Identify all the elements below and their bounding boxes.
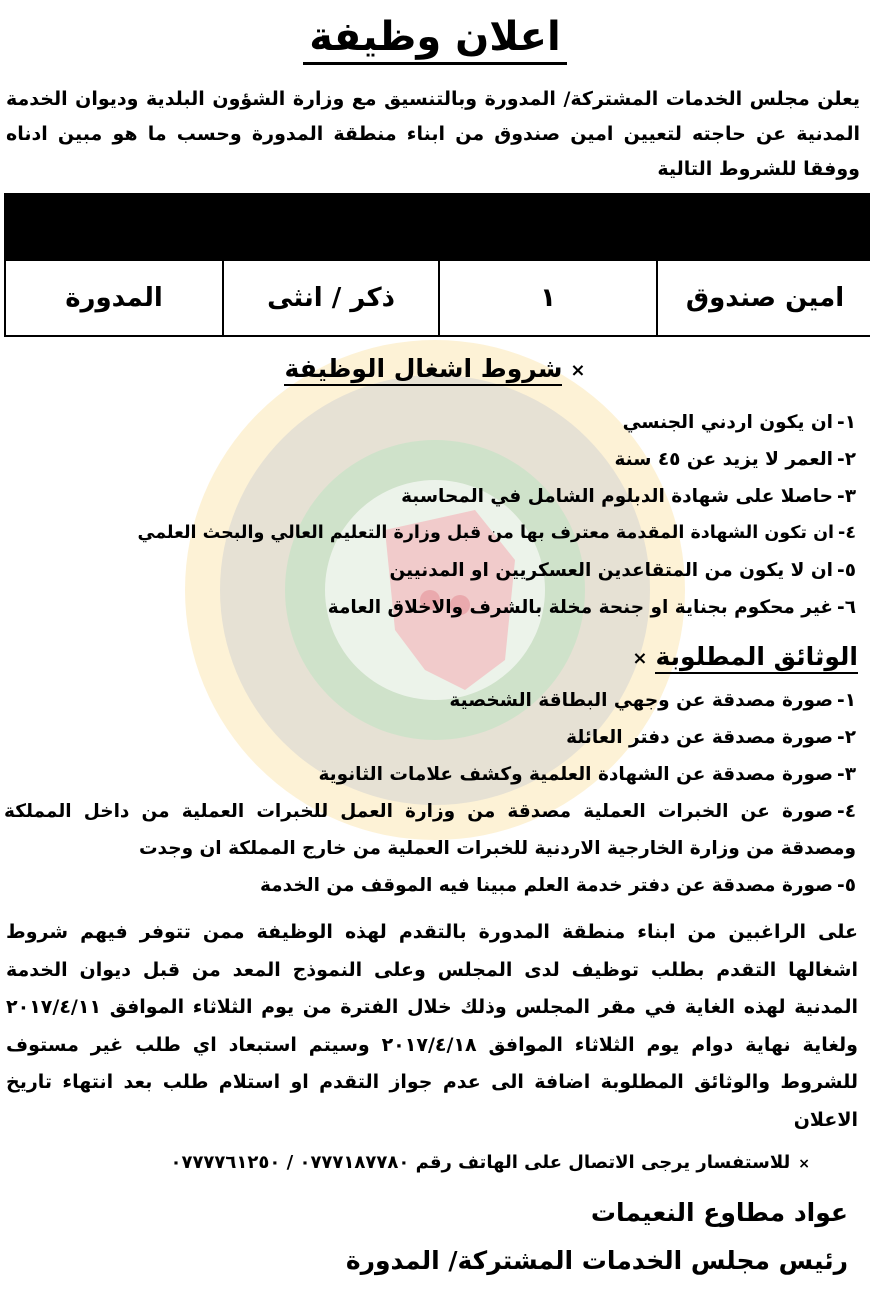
conditions-heading: ×شروط اشغال الوظيفة <box>0 354 870 383</box>
job-table <box>4 193 870 337</box>
list-item: ٢-صورة مصدقة عن دفتر العائلة <box>566 727 856 748</box>
bullet-x-icon: × <box>798 1156 810 1172</box>
bullet-x-icon: × <box>632 647 648 669</box>
job-count-cell: ١ <box>439 260 657 336</box>
page-title: اعلان وظيفة <box>0 14 870 60</box>
list-item: ٤-صورة عن الخبرات العملية مصدقة من وزارة العمل للخبرات العملية من داخل المملكة ومصدقة من وزارة الخارجية الاردنية للخبرات العملية من خارج المملكة ان وجدت <box>4 801 856 859</box>
closing-paragraph: على الراغبين من ابناء منطقة المدورة بالتقدم لهذه الوظيفة ممن تتوفر فيهم شروط اشغالها التقدم بطلب توظيف لدى المجلس وعلى النموذج المعد من قبل ديوان الخدمة المدنية لهذه الغاية في مقر المجلس وذلك خلال الفترة من يوم الثلاثاء الموافق ٢٠١٧/٤/١١ ولغاية نهاية دوام يوم الثلاثاء الموافق ٢٠١٧/٤/١٨ وسيتم استبعاد اي طلب غير مستوف للشروط والوثائق المطلوبة اضافة الى عدم جواز التقدم او استلام طلب بعد انتهاء تاريخ الاعلان <box>6 921 858 1131</box>
documents-list <box>4 682 856 904</box>
signatory-title: رئيس مجلس الخدمات المشتركة/ المدورة <box>345 1246 848 1275</box>
list-item: ٤-ان تكون الشهادة المقدمة معترف بها من قبل وزارة التعليم العالي والبحث العلمي <box>137 523 856 543</box>
list-item: ٣-حاصلا على شهادة الدبلوم الشامل في المحاسبة <box>401 486 856 507</box>
job-position-cell: امين صندوق <box>657 260 870 336</box>
list-item: ٦-غير محكوم بجناية او جنحة مخلة بالشرف والاخلاق العامة <box>327 597 856 618</box>
list-item: ١-صورة مصدقة عن وجهي البطاقة الشخصية <box>449 690 856 711</box>
job-location-cell: المدورة <box>5 260 223 336</box>
list-item: ٣-صورة مصدقة عن الشهادة العلمية وكشف علامات الثانوية <box>318 764 856 785</box>
job-table-header <box>5 194 870 260</box>
list-item: ١-ان يكون اردني الجنسي <box>622 412 856 433</box>
job-table-row <box>5 260 870 336</box>
conditions-list <box>4 404 856 626</box>
list-item: ٢-العمر لا يزيد عن ٤٥ سنة <box>614 449 856 470</box>
list-item: ٥-ان لا يكون من المتقاعدين العسكريين او المدنيين <box>389 560 856 581</box>
job-gender-cell: ذكر / انثى <box>223 260 439 336</box>
list-item: ٥-صورة مصدقة عن دفتر خدمة العلم مبينا فيه الموقف من الخدمة <box>259 875 856 896</box>
intro-paragraph: يعلن مجلس الخدمات المشتركة/ المدورة وبالتنسيق مع وزارة الشؤون البلدية وديوان الخدمة المدنية عن حاجته لتعيين امين صندوق من ابناء منطقة المدورة وحسب ما هو مبين ادناه ووفقا للشروط التالية <box>6 88 860 180</box>
documents-heading: الوثائق المطلوبة× <box>632 642 858 671</box>
signatory-name: عواد مطاوع النعيمات <box>590 1198 848 1227</box>
bullet-x-icon: × <box>570 359 586 381</box>
contact-line: ×للاستفسار يرجى الاتصال على الهاتف رقم ٠٧٧٧١٨٧٧٨٠ / ٠٧٧٧٧٦١٢٥٠ <box>170 1152 810 1173</box>
